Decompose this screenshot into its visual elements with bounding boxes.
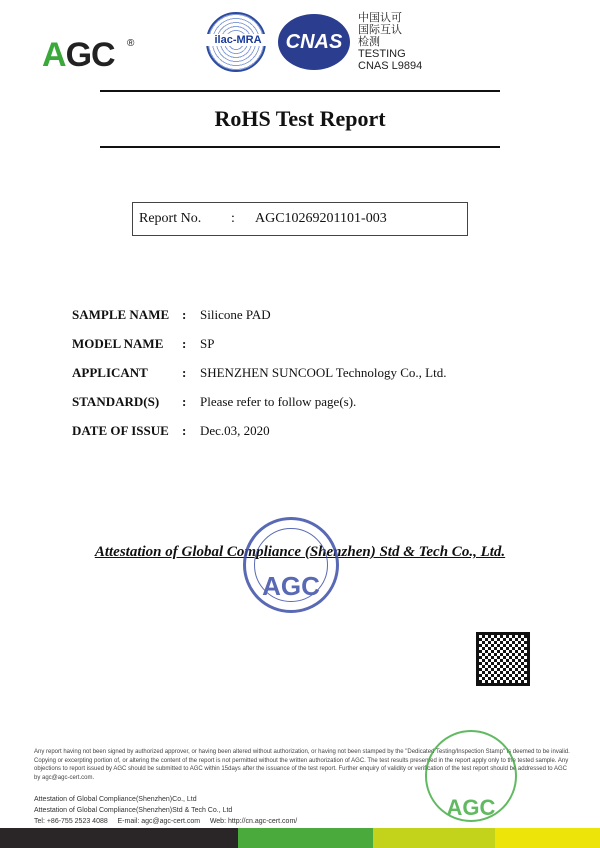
- field-date-of-issue: DATE OF ISSUE : Dec.03, 2020: [72, 423, 270, 438]
- field-sample-name: SAMPLE NAME : Silicone PAD: [72, 307, 271, 322]
- colon: :: [231, 211, 235, 226]
- testing-stamp: AGC: [425, 730, 517, 822]
- ilac-mra-logo: ilac-MRA: [206, 12, 266, 72]
- attestation-company: Attestation of Global Compliance (Shenzhen) Std & Tech Co., Ltd.: [94, 544, 506, 560]
- divider: [100, 146, 500, 148]
- cnas-logo: CNAS: [278, 14, 350, 70]
- page-title: RoHS Test Report: [214, 106, 386, 131]
- registered-mark: ®: [127, 38, 135, 49]
- report-number: AGC10269201101-003: [255, 211, 387, 226]
- divider: [100, 90, 500, 92]
- report-label: Report No.: [139, 211, 202, 226]
- agc-logo: AGC: [42, 36, 115, 74]
- field-model-name: MODEL NAME : SP: [72, 336, 215, 351]
- report-number-box: [132, 202, 468, 236]
- footer-bar-green: [238, 828, 373, 848]
- company-seal: AGC: [243, 517, 339, 613]
- footer-bar-dark: [0, 828, 238, 848]
- footer-bar-lime: [373, 828, 495, 848]
- field-applicant: APPLICANT : SHENZHEN SUNCOOL Technology Co., Ltd.: [72, 365, 447, 380]
- field-standards: STANDARD(S) : Please refer to follow page(s).: [72, 394, 357, 409]
- cnas-accreditation: 中国认可 国际互认 检测 TESTING CNAS L9894: [358, 12, 423, 72]
- footer-bar-yellow: [495, 828, 600, 848]
- disclaimer: Any report having not been signed by authorized approver, or having been altered without authorization, or having not been stamped by the "Dedicated Testing/Inspection Stamp" is deemed to be invalid. Copying or excerpting portion of, or altering the content of the report is not permitted without the written authorization of AGC. The test results presented in the report apply only to the tested sample. Any objections to report issued by AGC should be submitted to AGC within 15days after the issuance of the test report. Further enquiry of validity or verification of the test report should be addressed to AGC by agc@agc-cert.com.: [34, 749, 570, 781]
- footer-contact: Attestation of Global Compliance(Shenzhen)Co., Ltd Attestation of Global Compliance(Shenzhen)Std & Tech Co., Ltd Tel: +86-755 2523 4088 E-mail: agc@agc-cert.com Web: http://cn.agc-cert.com/: [34, 796, 298, 825]
- qr-code: [476, 632, 530, 686]
